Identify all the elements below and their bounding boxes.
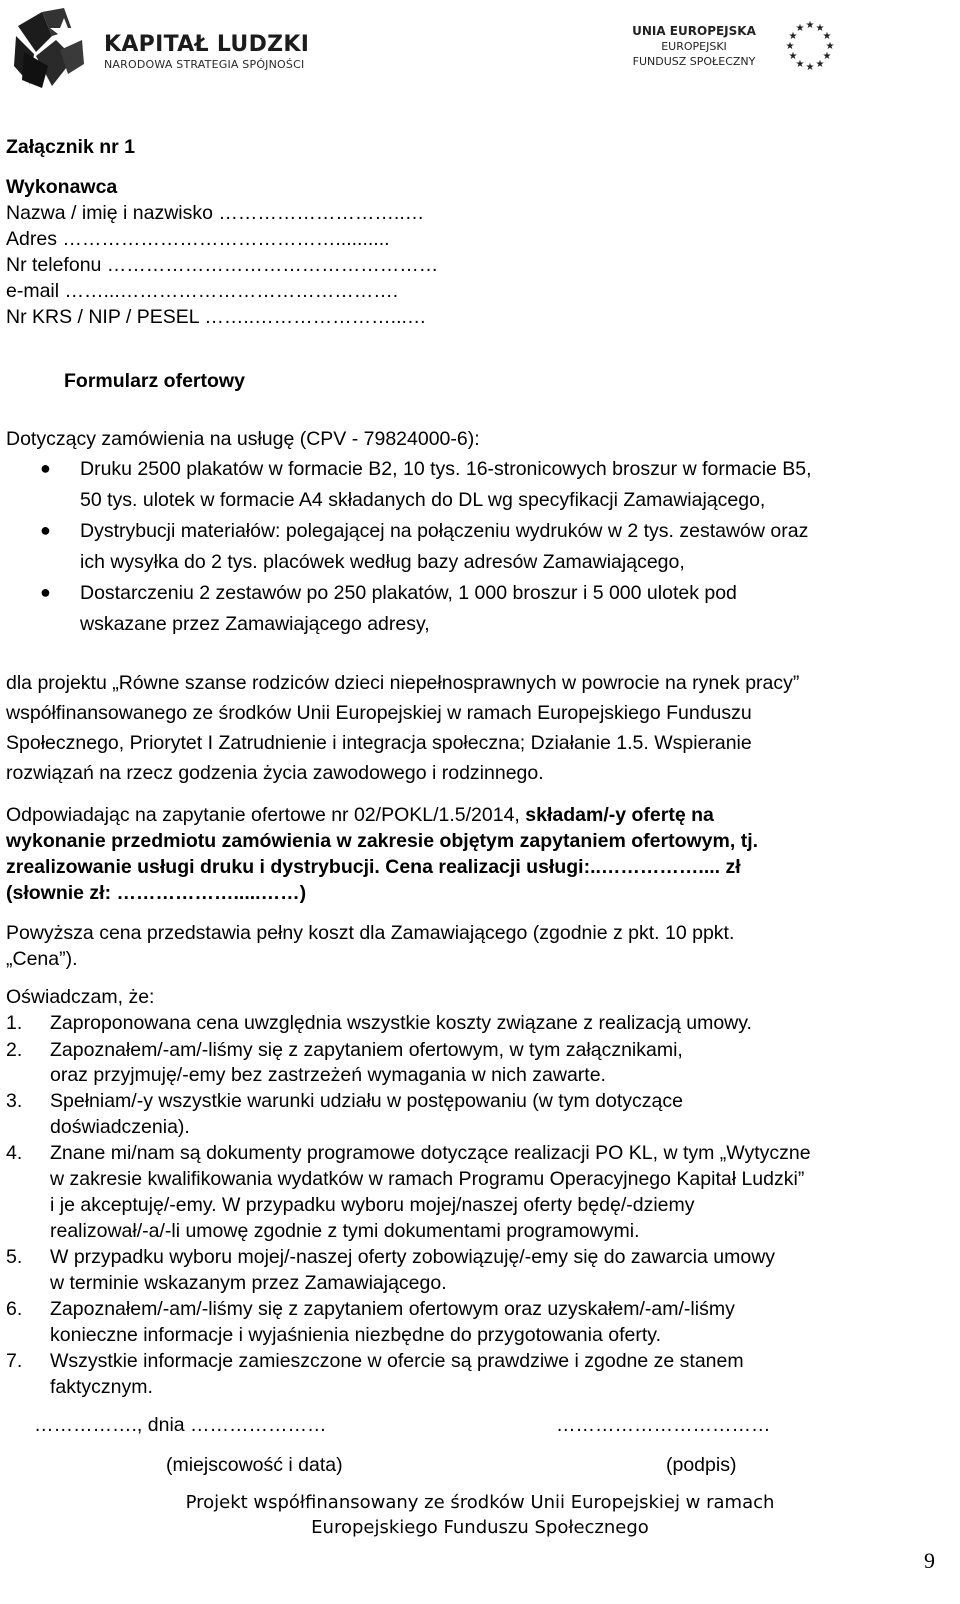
svg-text:★: ★ xyxy=(815,23,825,34)
svg-text:★: ★ xyxy=(788,51,798,62)
bullet-marker: ● xyxy=(40,458,51,478)
offer-price-words: (słownie zł: ……………….....……) xyxy=(6,882,307,904)
svg-text:★: ★ xyxy=(822,51,832,62)
field-email: e-mail ……...……………………………………. xyxy=(6,280,399,302)
project-line: dla projektu „Równe szanse rodziców dzieci niepełnosprawnych w powrocie na rynek pracy” xyxy=(6,672,800,694)
contractor-heading: Wykonawca xyxy=(6,176,118,198)
statement-line: Wszystkie informacje zamieszczone w ofercie są prawdziwe i zgodne ze stanem xyxy=(50,1350,744,1372)
eu-logo-line2: EUROPEJSKI xyxy=(661,40,727,53)
svg-text:★: ★ xyxy=(822,31,832,42)
statement-number: 1. xyxy=(6,1012,23,1034)
signature-field: …………………………… xyxy=(556,1414,771,1436)
field-name: Nazwa / imię i nazwisko ………………………..… xyxy=(6,202,425,224)
kapital-ludzki-logo xyxy=(12,6,312,94)
eu-logo-line1: UNIA EUROPEJSKA xyxy=(632,24,756,38)
offer-price-line: zrealizowanie usługi druku i dystrybucji. Cena realizacji usługi:..…………….... zł xyxy=(6,856,741,878)
statement-line: oraz przyjmuję/-emy bez zastrzeżeń wymagania w nich zawarte. xyxy=(50,1064,606,1086)
svg-text:★: ★ xyxy=(815,59,825,70)
offer-bold-line: wykonanie przedmiotu zamówienia w zakresie objętym zapytaniem ofertowym, tj. xyxy=(6,830,759,852)
offer-declaration: składam/-y ofertę na xyxy=(525,804,714,826)
statement-line: w zakresie kwalifikowania wydatków w ramach Programu Operacyjnego Kapitał Ludzki” xyxy=(50,1168,805,1190)
statement-line: Zapoznałem/-am/-liśmy się z zapytaniem ofertowym oraz uzyskałem/-am/-liśmy xyxy=(50,1298,735,1320)
svg-text:★: ★ xyxy=(805,62,815,73)
statement-line: Spełniam/-y wszystkie warunki udziału w postępowaniu (w tym dotyczące xyxy=(50,1090,683,1112)
project-line: rozwiązań na rzecz godzenia życia zawodowego i rodzinnego. xyxy=(6,762,544,784)
statement-number: 6. xyxy=(6,1298,23,1320)
svg-text:★: ★ xyxy=(795,59,805,70)
eu-logo-line3: FUNDUSZ SPOŁECZNY xyxy=(632,55,756,68)
svg-text:★: ★ xyxy=(825,41,835,52)
svg-text:★: ★ xyxy=(795,23,805,34)
statement-line: i je akceptuję/-emy. W przypadku wyboru mojej/naszej oferty będę/-dziemy xyxy=(50,1194,695,1216)
statement-number: 2. xyxy=(6,1039,23,1061)
statement-number: 3. xyxy=(6,1090,23,1112)
statement-line: faktycznym. xyxy=(50,1376,153,1398)
price-note: „Cena”). xyxy=(6,948,78,970)
eu-logo xyxy=(630,18,960,78)
offer-line xyxy=(6,804,714,827)
intro-text: Dotyczący zamówienia na usługę (CPV - 79824000-6): xyxy=(6,428,480,450)
offer-intro: Odpowiadając na zapytanie ofertowe nr 02/POKL/1.5/2014, xyxy=(6,804,526,826)
attachment-title: Załącznik nr 1 xyxy=(6,136,135,158)
statement-line: Zapoznałem/-am/-liśmy się z zapytaniem ofertowym, w tym załącznikami, xyxy=(50,1039,683,1061)
statement-line: doświadczenia). xyxy=(50,1116,190,1138)
statement-line: Zaproponowana cena uwzględnia wszystkie koszty związane z realizacją umowy. xyxy=(50,1012,752,1034)
signature-label: (podpis) xyxy=(666,1454,737,1476)
statement-number: 7. xyxy=(6,1350,23,1372)
statement-line: konieczne informacje i wyjaśnienia niezbędne do przygotowania oferty. xyxy=(50,1324,661,1346)
statement-line: realizował/-a/-li umowę zgodnie z tymi dokumentami programowymi. xyxy=(50,1220,640,1242)
form-title: Formularz ofertowy xyxy=(64,370,245,392)
statement-number: 4. xyxy=(6,1142,23,1164)
project-line: współfinansowanego ze środków Unii Europejskiej w ramach Europejskiego Funduszu xyxy=(6,702,752,724)
bullet-marker: ● xyxy=(40,582,51,602)
list-item-cont: 50 tys. ulotek w formacie A4 składanych do DL wg specyfikacji Zamawiającego, xyxy=(80,489,766,511)
place-date-field: ……………., dnia ………………… xyxy=(34,1414,327,1436)
statement-number: 5. xyxy=(6,1246,23,1268)
statement-line: Znane mi/nam są dokumenty programowe dotyczące realizacji PO KL, w tym „Wytyczne xyxy=(50,1142,811,1164)
kapital-ludzki-emblem-icon xyxy=(12,6,90,90)
statement-line: W przypadku wyboru mojej/-naszej oferty zobowiązuję/-emy się do zawarcia umowy xyxy=(50,1246,776,1268)
list-item: Dystrybucji materiałów: polegającej na połączeniu wydruków w 2 tys. zestawów oraz xyxy=(80,520,809,542)
field-krs-nip-pesel: Nr KRS / NIP / PESEL ……..…………………...… xyxy=(6,306,427,328)
kl-logo-subtitle: NARODOWA STRATEGIA SPÓJNOŚCI xyxy=(104,58,305,71)
list-item-cont: ich wysyłka do 2 tys. placówek według bazy adresów Zamawiającego, xyxy=(80,551,685,573)
kl-logo-title: KAPITAŁ LUDZKI xyxy=(104,32,310,57)
page-number: 9 xyxy=(924,1548,935,1573)
list-item-cont: wskazane przez Zamawiającego adresy, xyxy=(80,613,430,635)
header-logos xyxy=(0,0,960,100)
price-note: Powyższa cena przedstawia pełny koszt dla Zamawiającego (zgodnie z pkt. 10 ppkt. xyxy=(6,922,735,944)
footer xyxy=(0,1490,960,1540)
svg-text:★: ★ xyxy=(788,31,798,42)
field-address: Adres …………………………………….......... xyxy=(6,228,390,250)
svg-text:★: ★ xyxy=(805,20,815,31)
project-line: Społecznego, Priorytet I Zatrudnienie i integracja społeczna; Działanie 1.5. Wspieranie xyxy=(6,732,752,754)
place-date-label: (miejscowość i data) xyxy=(166,1454,343,1476)
footer-line: Projekt współfinansowany ze środków Unii Europejskiej w ramach xyxy=(185,1492,775,1513)
eu-flag-icon xyxy=(780,18,840,78)
declare-heading: Oświadczam, że: xyxy=(6,986,155,1008)
bullet-marker: ● xyxy=(40,520,51,540)
statement-line: w terminie wskazanym przez Zamawiającego. xyxy=(50,1272,447,1294)
list-item: Druku 2500 plakatów w formacie B2, 10 tys. 16-stronicowych broszur w formacie B5, xyxy=(80,458,812,480)
footer-line: Europejskiego Funduszu Społecznego xyxy=(311,1517,649,1538)
field-phone: Nr telefonu …………………………………………… xyxy=(6,254,439,276)
list-item: Dostarczeniu 2 zestawów po 250 plakatów, 1 000 broszur i 5 000 ulotek pod xyxy=(80,582,737,604)
svg-text:★: ★ xyxy=(785,41,795,52)
